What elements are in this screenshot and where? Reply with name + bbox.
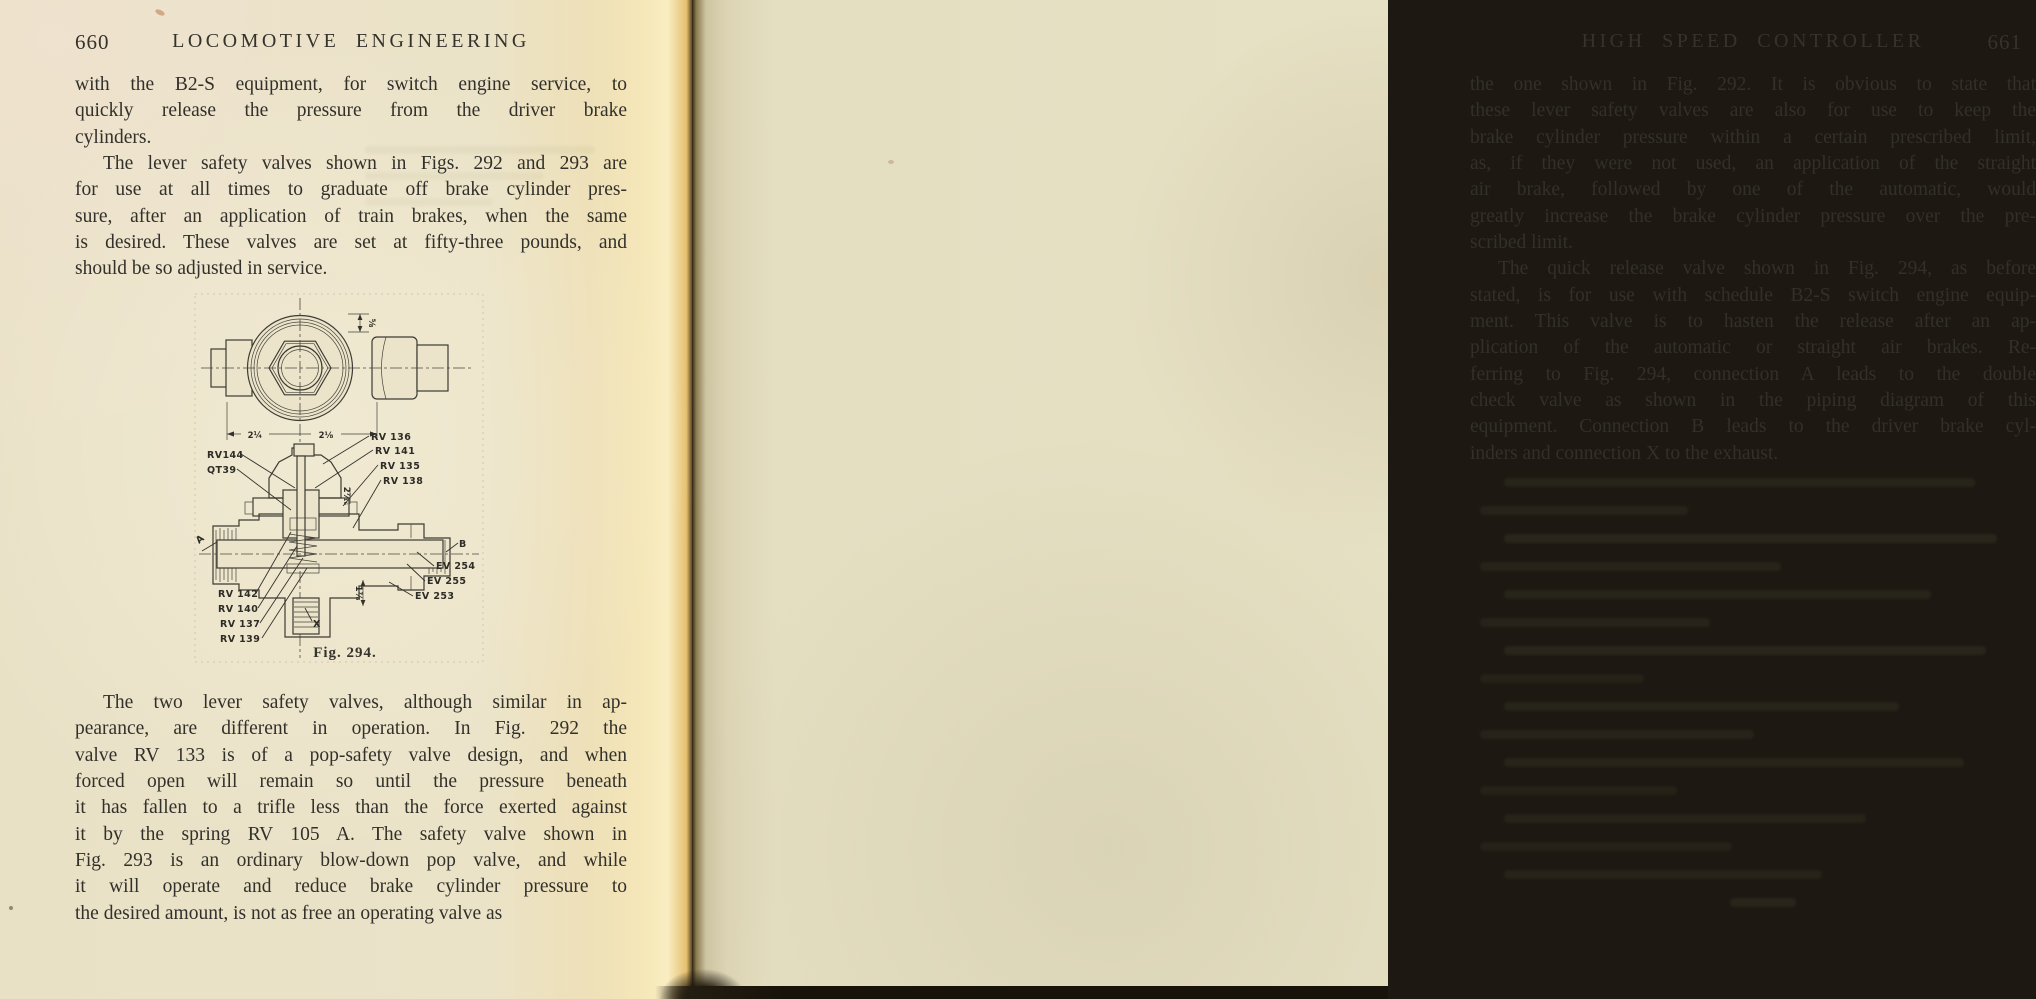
figure-label: RV 138 bbox=[383, 476, 424, 487]
text-line: forced open will remain so until the pressure beneath bbox=[75, 771, 627, 793]
right-page-header bbox=[1470, 30, 2036, 58]
bleed-through-line bbox=[1480, 506, 1688, 515]
figure-label: RV144 bbox=[207, 450, 244, 461]
bleed-through-line bbox=[1504, 814, 1866, 823]
valve-section-drawing bbox=[193, 292, 485, 664]
connection-a-label: A bbox=[193, 532, 207, 547]
bleed-through-line bbox=[1504, 702, 1899, 711]
bleed-through-line bbox=[1480, 786, 1677, 795]
figure-label: EV 253 bbox=[415, 591, 455, 602]
bleed-through-line bbox=[365, 198, 493, 206]
text-line: greatly increase the brake cylinder pressure over the pre- bbox=[1470, 205, 2036, 227]
bleed-through-line bbox=[1504, 646, 1986, 655]
bleed-through-line bbox=[1504, 870, 1822, 879]
text-line: sure, after an application of train brakes, when the same bbox=[75, 205, 627, 227]
figure-caption: Fig. 294. bbox=[313, 645, 377, 661]
text-line: ment. This valve is to hasten the release after an ap- bbox=[1470, 311, 2036, 333]
text-line: inders and connection X to the exhaust. bbox=[1470, 442, 1779, 464]
figure-label: EV 255 bbox=[427, 576, 467, 587]
paragraph bbox=[75, 72, 627, 151]
bleed-through-block bbox=[1480, 478, 2028, 926]
text-line: as, if they were not used, an application of the straight bbox=[1470, 153, 2036, 175]
bleed-through-block bbox=[365, 146, 620, 224]
bleed-through-line bbox=[1480, 562, 1781, 571]
text-line: stated, is for use with schedule B2-S switch engine equip- bbox=[1470, 284, 2036, 306]
bleed-through-line bbox=[1480, 618, 1710, 627]
figure-label: RV 142 bbox=[218, 589, 259, 600]
figure-label: QT39 bbox=[207, 465, 237, 476]
page-661 bbox=[692, 0, 2036, 999]
text-line: it will operate and reduce brake cylinder pressure to bbox=[75, 876, 627, 898]
left-page-header bbox=[75, 30, 627, 58]
figure-label: RV 141 bbox=[375, 446, 416, 457]
paragraph bbox=[75, 690, 627, 927]
text-line: for use at all times to graduate off brake cylinder pres- bbox=[75, 179, 627, 201]
connection-x-label: X bbox=[313, 619, 321, 630]
fig-294-diagram bbox=[193, 292, 485, 664]
figure-label: EV 254 bbox=[436, 561, 476, 572]
text-line: check valve as shown in the piping diagram of this bbox=[1470, 390, 2036, 412]
bleed-through-line bbox=[365, 146, 595, 154]
text-line: these lever safety valves are also for use to keep the bbox=[1470, 100, 2036, 122]
text-line: is desired. These valves are set at fifty-three pounds, and bbox=[75, 232, 627, 254]
text-line: brake cylinder pressure within a certain prescribed limit, bbox=[1470, 126, 2036, 148]
paragraph bbox=[1470, 256, 2036, 467]
paper-speck bbox=[9, 906, 13, 910]
text-line: ferring to Fig. 294, connection A leads to the double bbox=[1470, 363, 2036, 385]
bleed-through-line bbox=[1504, 478, 1975, 487]
figure-label: RV 139 bbox=[220, 634, 261, 645]
dim-width-right: 2⅛ bbox=[318, 431, 334, 441]
text-line: it has fallen to a trifle less than the force exerted against bbox=[75, 797, 627, 819]
paragraph bbox=[1470, 72, 2036, 256]
text-line: The two lever safety valves, although similar in ap- bbox=[103, 692, 627, 713]
text-line: the one shown in Fig. 292. It is obvious to state that bbox=[1470, 74, 2036, 95]
bleed-through-line bbox=[365, 172, 544, 180]
text-line: cylinders. bbox=[75, 126, 152, 148]
figure-label: RV 137 bbox=[220, 619, 261, 630]
text-line: Fig. 293 is an ordinary blow-down pop valve, and while bbox=[75, 850, 627, 872]
paper-speck bbox=[888, 160, 894, 164]
right-text-top bbox=[1470, 72, 2036, 467]
bleed-through-line bbox=[1504, 758, 1964, 767]
page-660 bbox=[0, 0, 692, 999]
left-page-number: 660 bbox=[75, 30, 110, 54]
bleed-through-line bbox=[1504, 590, 1931, 599]
bleed-through-line bbox=[1480, 730, 1754, 739]
text-line: The lever safety valves shown in Figs. 292 and 293 are bbox=[103, 153, 627, 175]
figure-label: RV 140 bbox=[218, 604, 259, 615]
dim-top: ⅝ bbox=[366, 318, 376, 328]
left-running-head: LOCOMOTIVE ENGINEERING bbox=[172, 30, 530, 52]
bleed-through-line bbox=[1480, 674, 1644, 683]
text-line: The quick release valve shown in Fig. 294, as before bbox=[1498, 258, 2036, 280]
dim-width-left: 2¼ bbox=[247, 431, 263, 441]
text-line: pearance, are different in operation. In Fig. 292 the bbox=[75, 718, 627, 740]
bleed-through-line bbox=[1480, 842, 1732, 851]
text-line: scribed limit. bbox=[1470, 232, 1573, 254]
bleed-through-line bbox=[1730, 898, 1796, 907]
left-text-bottom bbox=[75, 690, 627, 927]
figure-label: RV 136 bbox=[371, 432, 412, 443]
text-line: with the B2-S equipment, for switch engine service, to bbox=[75, 74, 627, 95]
book-bottom-edge bbox=[655, 986, 1388, 999]
text-line: it by the spring RV 105 A. The safety valve shown in bbox=[75, 823, 627, 845]
text-line: plication of the automatic or straight air brakes. Re- bbox=[1470, 337, 2036, 359]
bleed-through-line bbox=[1504, 534, 1997, 543]
connection-b-label: B bbox=[459, 539, 467, 550]
dim-bottom: 1⅞ bbox=[353, 585, 363, 601]
text-line: valve RV 133 is of a pop-safety valve design, and when bbox=[75, 744, 627, 766]
text-line: should be so adjusted in service. bbox=[75, 258, 328, 280]
right-page-number: 661 bbox=[1987, 30, 2022, 54]
figure-label: RV 135 bbox=[380, 461, 421, 472]
right-running-head: HIGH SPEED CONTROLLER bbox=[1581, 30, 1925, 52]
text-line: quickly release the pressure from the driver brake bbox=[75, 100, 627, 122]
text-line: the desired amount, is not as free an operating valve as bbox=[75, 902, 503, 924]
text-line: air brake, followed by one of the automatic, would bbox=[1470, 179, 2036, 201]
text-line: equipment. Connection B leads to the driver brake cyl- bbox=[1470, 416, 2036, 438]
dim-middle: 2⁷⁄₁₆ bbox=[341, 486, 351, 506]
